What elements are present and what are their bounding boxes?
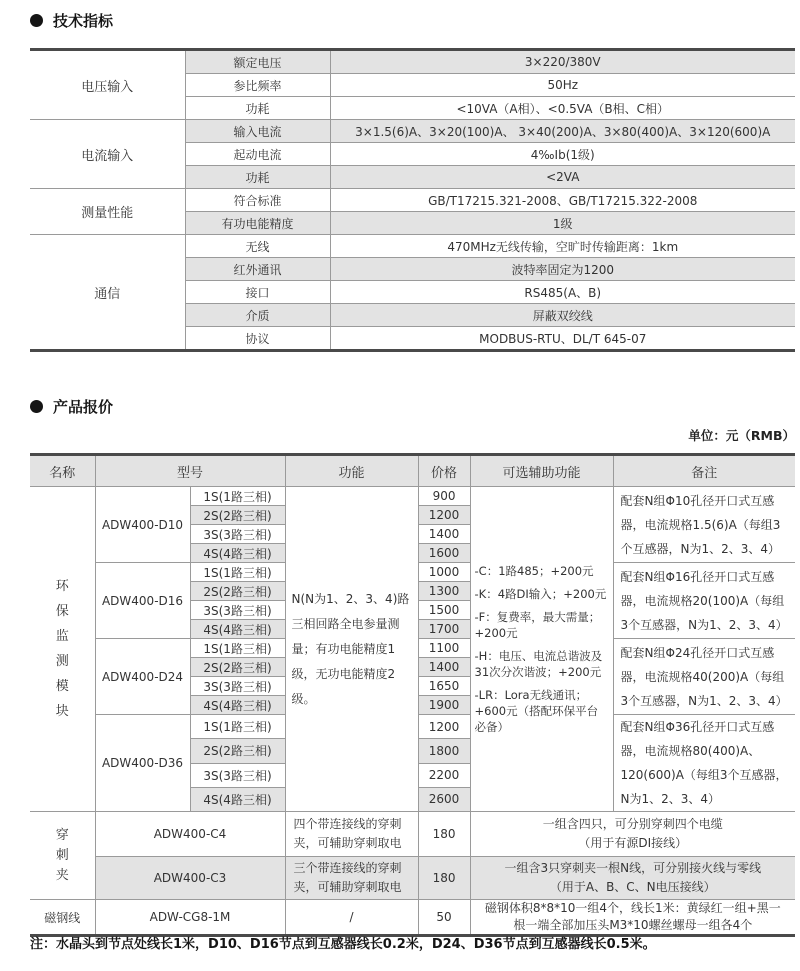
variant-spec-cell: 1S(1路三相) — [190, 715, 285, 739]
model-cell: ADW400-C4 — [95, 812, 285, 857]
section-title-text: 技术指标 — [53, 12, 114, 30]
col-header-function: 功能 — [285, 455, 418, 487]
tech-specs-section-title — [30, 10, 113, 31]
remark-cell: 配套N组Φ16孔径开口式互感器，电流规格20(100)A（每组3个互感器，N为1、2、3、4） — [613, 563, 795, 639]
variant-price-cell: 2600 — [418, 787, 470, 811]
variant-spec-cell: 3S(3路三相) — [190, 601, 285, 620]
footnote: 注：水晶头到节点处线长1米，D10、D16节点到互感器线长0.2米，D24、D36节点到互感器线长0.5米。 — [30, 937, 656, 952]
variant-price-cell: 1200 — [418, 506, 470, 525]
table-row — [30, 50, 795, 74]
tech-label-cell: 红外通讯 — [185, 258, 330, 281]
variant-spec-cell: 4S(4路三相) — [190, 696, 285, 715]
aux-option: -LR：Lora无线通讯；+600元（搭配环保平台必备） — [474, 688, 599, 734]
tech-value-cell: 50Hz — [330, 74, 795, 97]
tech-value-cell: 3×1.5(6)A、3×20(100)A、 3×40(200)A、3×80(400)A、3×120(600)A — [330, 120, 795, 143]
tech-label-cell: 输入电流 — [185, 120, 330, 143]
tech-value-cell: MODBUS-RTU、DL/T 645-07 — [330, 327, 795, 351]
tech-group-cell: 测量性能 — [30, 189, 185, 235]
model-cell: ADW400-D16 — [95, 563, 190, 639]
remark-line: 一组含3只穿刺夹一根N线，可分别接火线与零线 — [504, 861, 762, 875]
tech-value-cell: 4‰Ib(1级) — [330, 143, 795, 166]
variant-spec-cell: 3S(3路三相) — [190, 677, 285, 696]
table-row — [30, 812, 795, 857]
variant-price-cell: 1600 — [418, 544, 470, 563]
remark-cell: 配套N组Φ10孔径开口式互感器，电流规格1.5(6)A（每组3个互感器，N为1、2、3、4） — [613, 487, 795, 563]
variant-spec-cell: 1S(1路三相) — [190, 487, 285, 506]
tech-specs-table — [30, 48, 795, 352]
tech-label-cell: 有功电能精度 — [185, 212, 330, 235]
unit-note: 单位：元（RMB） — [688, 428, 795, 443]
category-cell — [30, 812, 95, 900]
col-header-price: 价格 — [418, 455, 470, 487]
price-cell: 50 — [418, 900, 470, 936]
tech-label-cell: 功耗 — [185, 97, 330, 120]
function-cell: / — [285, 900, 418, 936]
variant-spec-cell: 2S(2路三相) — [190, 658, 285, 677]
model-cell: ADW400-D36 — [95, 715, 190, 812]
remark-cell — [470, 812, 795, 857]
bullet-icon — [30, 14, 43, 27]
section-title-text: 产品报价 — [53, 398, 114, 416]
aux-option: -C：1路485；+200元 — [474, 564, 594, 578]
table-row — [30, 900, 795, 936]
variant-price-cell: 1900 — [418, 696, 470, 715]
variant-spec-cell: 2S(2路三相) — [190, 506, 285, 525]
aux-option: -K：4路DI输入；+200元 — [474, 587, 607, 601]
variant-price-cell: 1650 — [418, 677, 470, 696]
variant-price-cell: 1800 — [418, 739, 470, 763]
variant-spec-cell: 4S(4路三相) — [190, 620, 285, 639]
col-header-name: 名称 — [30, 455, 95, 487]
remark-cell: 配套N组Φ36孔径开口式互感器，电流规格80(400)A、120(600)A（每组3个互感器，N为1、2、3、4） — [613, 715, 795, 812]
variant-price-cell: 1400 — [418, 658, 470, 677]
table-row — [30, 487, 795, 506]
function-cell — [285, 487, 418, 812]
variant-spec-cell: 1S(1路三相) — [190, 639, 285, 658]
variant-price-cell: 1700 — [418, 620, 470, 639]
bullet-icon — [30, 400, 43, 413]
aux-options-cell — [470, 487, 613, 812]
tech-value-cell: 3×220/380V — [330, 50, 795, 74]
aux-option: -H：电压、电流总谐波及31次分次谐波；+200元 — [474, 649, 603, 679]
price-cell: 180 — [418, 857, 470, 900]
tech-label-cell: 功耗 — [185, 166, 330, 189]
tech-value-cell: 1级 — [330, 212, 795, 235]
variant-spec-cell: 4S(4路三相) — [190, 544, 285, 563]
tech-label-cell: 协议 — [185, 327, 330, 351]
col-header-model: 型号 — [95, 455, 285, 487]
pricing-table — [30, 453, 795, 937]
col-header-aux: 可选辅助功能 — [470, 455, 613, 487]
variant-spec-cell: 2S(2路三相) — [190, 582, 285, 601]
remark-cell — [470, 857, 795, 900]
price-cell: 180 — [418, 812, 470, 857]
tech-label-cell: 介质 — [185, 304, 330, 327]
tech-label-cell: 参比频率 — [185, 74, 330, 97]
tech-value-cell: <2VA — [330, 166, 795, 189]
variant-spec-cell: 2S(2路三相) — [190, 739, 285, 763]
variant-price-cell: 1200 — [418, 715, 470, 739]
variant-price-cell: 1400 — [418, 525, 470, 544]
variant-price-cell: 1300 — [418, 582, 470, 601]
function-cell: 三个带连接线的穿刺夹，可辅助穿刺取电 — [285, 857, 418, 900]
tech-label-cell: 起动电流 — [185, 143, 330, 166]
variant-spec-cell: 3S(3路三相) — [190, 525, 285, 544]
model-cell: ADW400-D24 — [95, 639, 190, 715]
tech-label-cell: 额定电压 — [185, 50, 330, 74]
tech-label-cell: 无线 — [185, 235, 330, 258]
tech-value-cell: RS485(A、B) — [330, 281, 795, 304]
tech-label-cell: 接口 — [185, 281, 330, 304]
category-cell — [30, 487, 95, 812]
variant-spec-cell: 4S(4路三相) — [190, 787, 285, 811]
model-cell: ADW-CG8-1M — [95, 900, 285, 936]
model-cell: ADW400-D10 — [95, 487, 190, 563]
remark-line: 一组含四只，可分别穿刺四个电缆 — [542, 817, 723, 831]
variant-spec-cell: 1S(1路三相) — [190, 563, 285, 582]
pricing-section-title — [30, 396, 113, 417]
variant-price-cell: 1500 — [418, 601, 470, 620]
table-row — [30, 120, 795, 143]
tech-value-cell: GB/T17215.321-2008、GB/T17215.322-2008 — [330, 189, 795, 212]
remark-cell: 磁钢体积8*8*10一组4个，线长1米：黄绿红一组+黑一根一端全部加压头M3*10螺丝螺母一组各4个 — [470, 900, 795, 936]
tech-group-cell: 通信 — [30, 235, 185, 351]
col-header-remark: 备注 — [613, 455, 795, 487]
function-text: N(N为1、2、3、4)路三相回路全电参量测量；有功电能精度1级，无功电能精度2级。 — [291, 591, 410, 706]
table-row — [30, 235, 795, 258]
table-row — [30, 189, 795, 212]
remark-line: （用于有源DI接线） — [578, 836, 688, 850]
remark-line: （用于A、B、C、N电压接线） — [549, 880, 716, 894]
tech-label-cell: 符合标准 — [185, 189, 330, 212]
variant-price-cell: 2200 — [418, 763, 470, 787]
variant-price-cell: 1100 — [418, 639, 470, 658]
table-row — [30, 857, 795, 900]
tech-value-cell: 470MHz无线传输，空旷时传输距离：1km — [330, 235, 795, 258]
tech-value-cell: <10VA（A相）、<0.5VA（B相、C相） — [330, 97, 795, 120]
tech-group-cell: 电流输入 — [30, 120, 185, 189]
header-row — [30, 455, 795, 487]
variant-price-cell: 1000 — [418, 563, 470, 582]
tech-value-cell: 波特率固定为1200 — [330, 258, 795, 281]
remark-cell: 配套N组Φ24孔径开口式互感器，电流规格40(200)A（每组3个互感器，N为1、2、3、4） — [613, 639, 795, 715]
variant-spec-cell: 3S(3路三相) — [190, 763, 285, 787]
category-cell: 磁钢线 — [30, 900, 95, 936]
variant-price-cell: 900 — [418, 487, 470, 506]
aux-option: -F：复费率，最大需量；+200元 — [474, 610, 601, 640]
category-vertical-text: 环保监测模块 — [55, 579, 69, 719]
category-vertical-text: 穿刺夹 — [55, 827, 69, 883]
model-cell: ADW400-C3 — [95, 857, 285, 900]
tech-group-cell: 电压输入 — [30, 50, 185, 120]
tech-value-cell: 屏蔽双绞线 — [330, 304, 795, 327]
function-cell: 四个带连接线的穿刺夹，可辅助穿刺取电 — [285, 812, 418, 857]
